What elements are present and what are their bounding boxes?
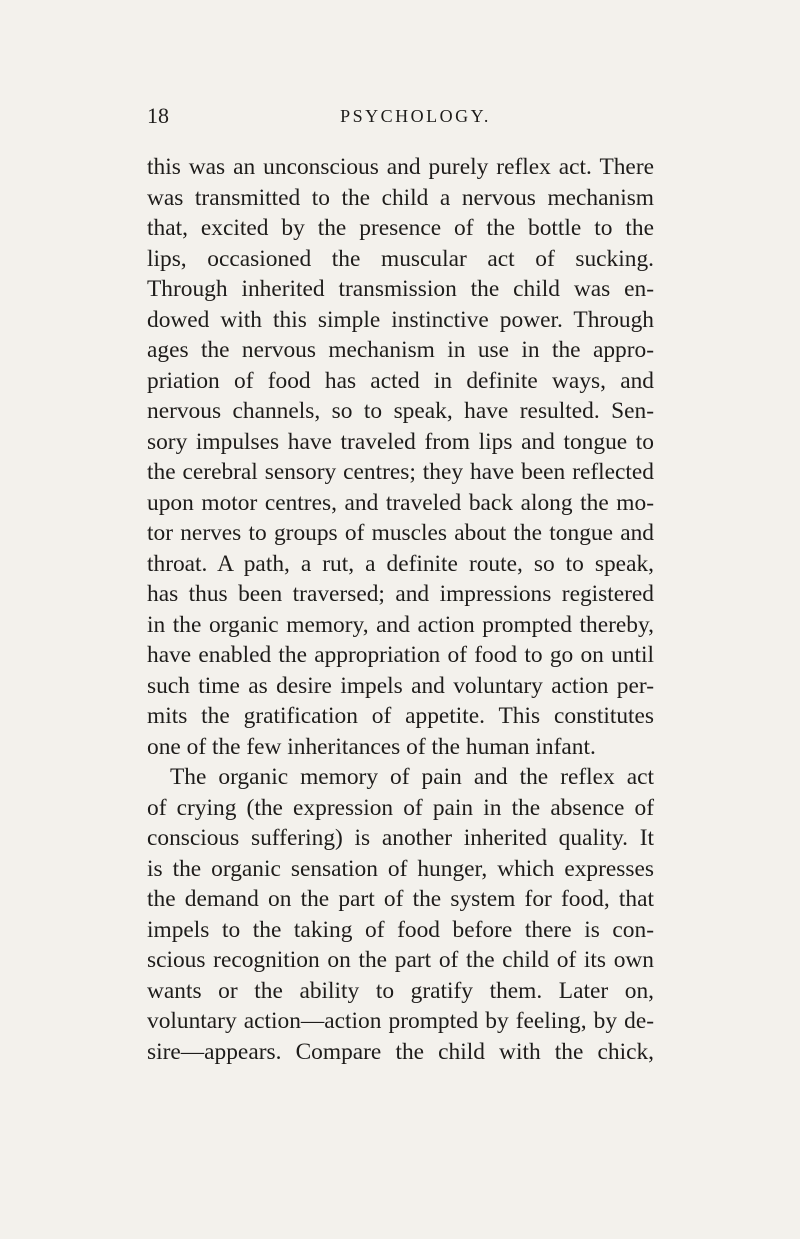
page-number: 18 bbox=[147, 103, 169, 128]
text-line: this was an unconscious and purely reflex act. There bbox=[147, 154, 654, 180]
page-header bbox=[147, 101, 654, 131]
text-line: ages the nervous mechanism in use in the appro- bbox=[147, 337, 654, 363]
text-line: tor nerves to groups of muscles about the tongue and bbox=[147, 520, 654, 546]
text-line: lips, occasioned the muscular act of sucking. bbox=[147, 245, 654, 272]
text-line: scious recognition on the part of the child of its own bbox=[147, 947, 654, 973]
body-text bbox=[147, 152, 654, 1067]
text-line: impels to the taking of food before there is con- bbox=[147, 916, 654, 943]
text-line: is the organic sensation of hunger, which expresses bbox=[147, 855, 654, 882]
text-line: mits the gratification of appetite. This constitutes bbox=[147, 703, 654, 729]
text-line: conscious suffering) is another inherited quality. It bbox=[147, 825, 654, 851]
text-line: was transmitted to the child a nervous mechanism bbox=[147, 184, 654, 211]
text-line: upon motor centres, and traveled back along the mo- bbox=[147, 489, 654, 516]
text-line: priation of food has acted in definite ways, and bbox=[147, 367, 654, 394]
text-line: sire—appears. Compare the child with the chick, bbox=[147, 1038, 654, 1065]
text-line: Through inherited transmission the child was en- bbox=[147, 276, 654, 302]
paragraph-last-line: one of the few inheritances of the human infant. bbox=[147, 733, 596, 760]
paragraph-first-line: The organic memory of pain and the reflex act bbox=[170, 764, 654, 790]
text-line: have enabled the appropriation of food to go on until bbox=[147, 642, 654, 668]
text-line: throat. A path, a rut, a definite route, so to speak, bbox=[147, 550, 654, 577]
text-line: voluntary action—action prompted by feeling, by de- bbox=[147, 1008, 654, 1034]
text-line: the demand on the part of the system for food, that bbox=[147, 886, 654, 912]
text-line: dowed with this simple instinctive power. Through bbox=[147, 306, 654, 333]
text-line: that, excited by the presence of the bottle to the bbox=[147, 215, 654, 241]
text-line: the cerebral sensory centres; they have been reflected bbox=[147, 459, 654, 485]
text-line: wants or the ability to gratify them. Later on, bbox=[147, 977, 654, 1004]
text-line: of crying (the expression of pain in the absence of bbox=[147, 794, 654, 821]
text-line: sory impulses have traveled from lips and tongue to bbox=[147, 428, 654, 455]
text-line: nervous channels, so to speak, have resulted. Sen- bbox=[147, 398, 654, 424]
text-line: in the organic memory, and action prompted thereby, bbox=[147, 611, 654, 638]
text-line: has thus been traversed; and impressions registered bbox=[147, 581, 654, 607]
running-head: PSYCHOLOGY. bbox=[340, 106, 491, 126]
text-line: such time as desire impels and voluntary action per- bbox=[147, 672, 654, 699]
